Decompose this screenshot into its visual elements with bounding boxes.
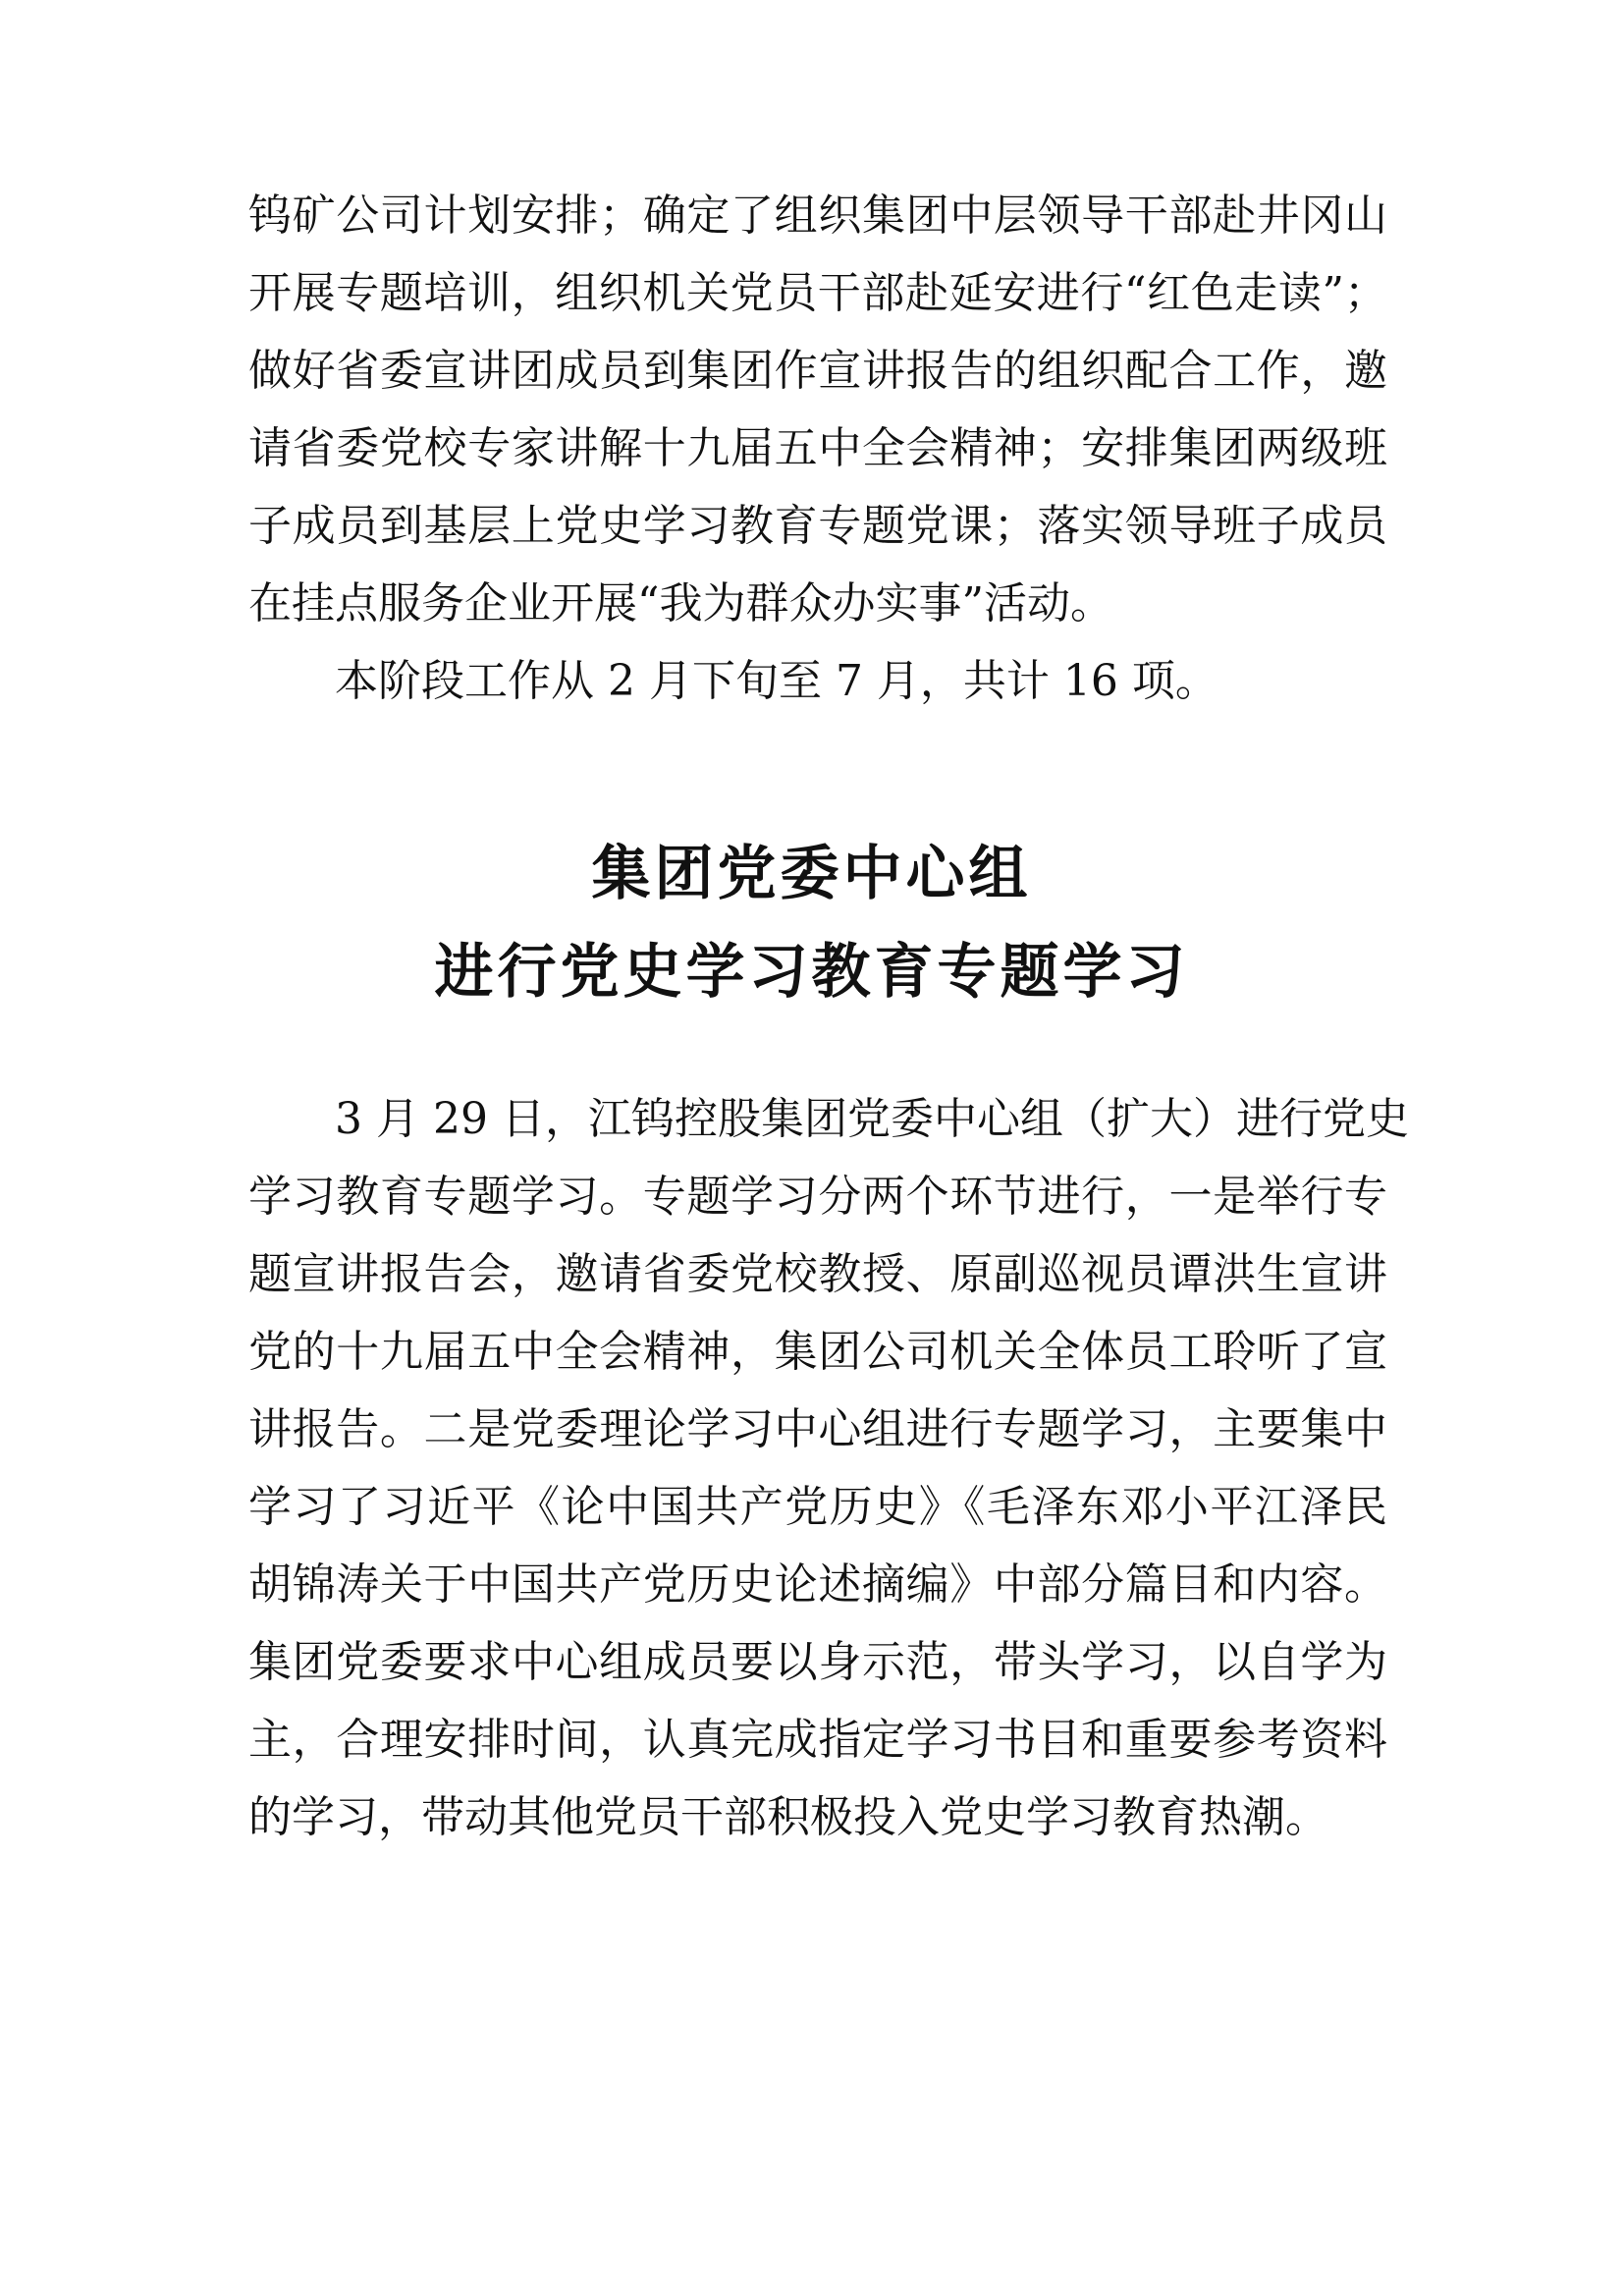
paragraph-line: 钨矿公司计划安排；确定了组织集团中层领导干部赴井冈山	[248, 191, 1387, 241]
paragraph-line: 请省委党校专家讲解十九届五中全会精神；安排集团两级班	[248, 423, 1387, 473]
paragraph-line: 子成员到基层上党史学习教育专题党课；落实领导班子成员	[248, 501, 1387, 551]
paragraph-line: 学习了习近平《论中国共产党历史》《毛泽东邓小平江泽民	[248, 1482, 1387, 1532]
paragraph-line: 学习教育专题学习。专题学习分两个环节进行，一是举行专	[248, 1172, 1387, 1222]
paragraph-line: 党的十九届五中全会精神，集团公司机关全体员工聆听了宣	[248, 1327, 1387, 1377]
paragraph-line: 胡锦涛关于中国共产党历史论述摘编》中部分篇目和内容。	[248, 1559, 1387, 1610]
paragraph-line: 的学习，带动其他党员干部积极投入党史学习教育热潮。	[248, 1792, 1328, 1842]
paragraph-line: 在挂点服务企业开展“我为群众办实事”活动。	[248, 578, 1113, 629]
paragraph-line: 集团党委要求中心组成员要以身示范，带头学习，以自学为	[248, 1637, 1387, 1687]
article-title-line-1: 集团党委中心组	[591, 840, 1032, 908]
paragraph-line: 3 月 29 日，江钨控股集团党委中心组（扩大）进行党史	[335, 1094, 1409, 1144]
paragraph-line: 开展专题培训，组织机关党员干部赴延安进行“红色走读”；	[248, 268, 1387, 318]
paragraph-line: 做好省委宣讲团成员到集团作宣讲报告的组织配合工作，邀	[248, 346, 1387, 396]
paragraph-line: 讲报告。二是党委理论学习中心组进行专题学习，主要集中	[248, 1404, 1387, 1454]
summary-line: 本阶段工作从 2 月下旬至 7 月，共计 16 项。	[335, 656, 1218, 706]
article-title-line-2: 进行党史学习教育专题学习	[434, 938, 1189, 1007]
paragraph-line: 题宣讲报告会，邀请省委党校教授、原副巡视员谭洪生宣讲	[248, 1249, 1387, 1299]
paragraph-line: 主，合理安排时间，认真完成指定学习书目和重要参考资料	[248, 1715, 1387, 1765]
